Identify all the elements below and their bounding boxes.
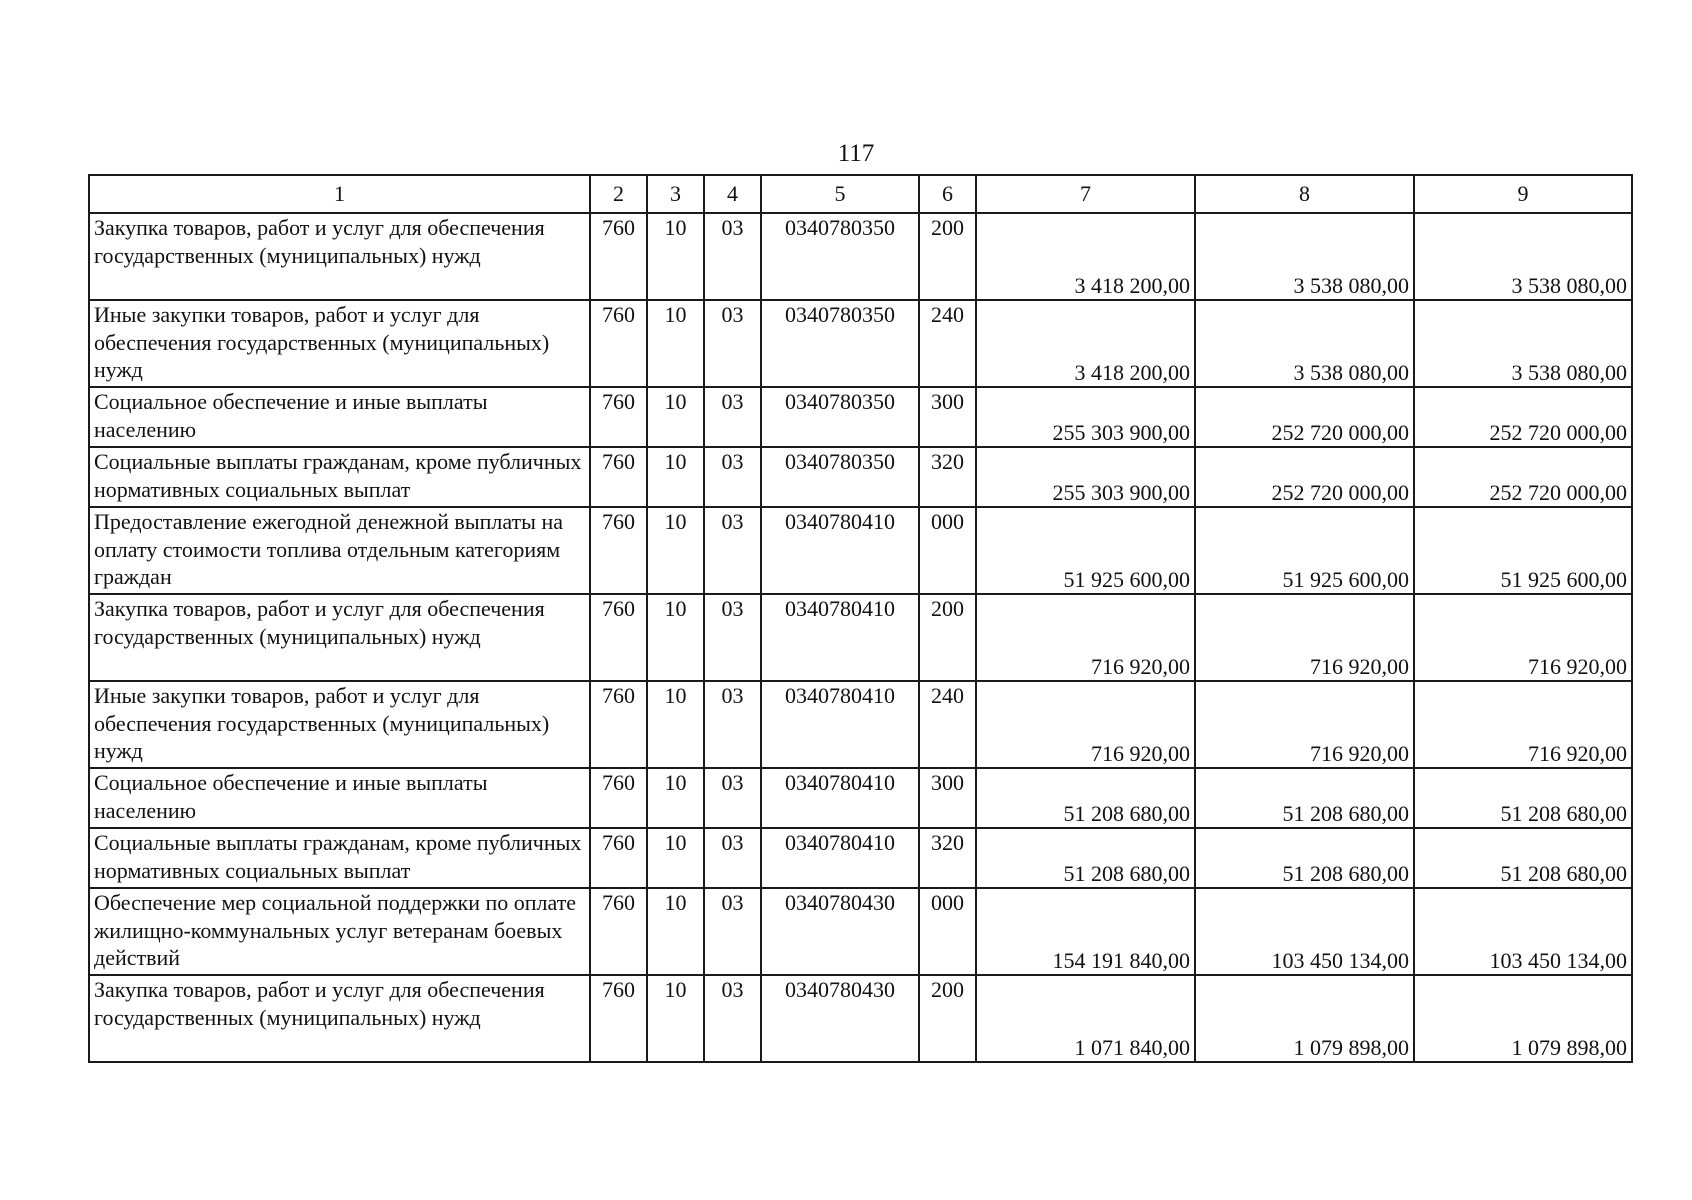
cell-target-article: 0340780430 xyxy=(761,975,919,1062)
cell-amount-col7: 51 208 680,00 xyxy=(976,828,1195,888)
row-description: Закупка товаров, работ и услуг для обеспечения государственных (муниципальных) нужд xyxy=(89,213,590,300)
cell-amount-col8: 51 208 680,00 xyxy=(1195,768,1414,828)
cell-expense-type: 320 xyxy=(919,828,976,888)
cell-amount-col9: 3 538 080,00 xyxy=(1414,300,1632,387)
cell-amount-col8: 716 920,00 xyxy=(1195,681,1414,768)
cell-expense-type: 000 xyxy=(919,507,976,594)
row-description: Социальные выплаты гражданам, кроме публичных нормативных социальных выплат xyxy=(89,828,590,888)
cell-amount-col7: 716 920,00 xyxy=(976,594,1195,681)
cell-amount-col8: 716 920,00 xyxy=(1195,594,1414,681)
cell-amount-col9: 51 208 680,00 xyxy=(1414,768,1632,828)
table-row xyxy=(89,768,1632,828)
row-description: Социальные выплаты гражданам, кроме публичных нормативных социальных выплат xyxy=(89,447,590,507)
cell-amount-col9: 252 720 000,00 xyxy=(1414,387,1632,447)
cell-amount-col8: 103 450 134,00 xyxy=(1195,888,1414,975)
cell-section: 10 xyxy=(647,594,704,681)
row-description: Предоставление ежегодной денежной выплаты на оплату стоимости топлива отдельным категориям граждан xyxy=(89,507,590,594)
cell-amount-col7: 255 303 900,00 xyxy=(976,447,1195,507)
column-header: 9 xyxy=(1414,175,1632,213)
table-row xyxy=(89,387,1632,447)
cell-amount-col7: 1 071 840,00 xyxy=(976,975,1195,1062)
cell-subsection: 03 xyxy=(704,387,761,447)
cell-target-article: 0340780410 xyxy=(761,594,919,681)
cell-ministry-code: 760 xyxy=(590,975,647,1062)
cell-target-article: 0340780410 xyxy=(761,681,919,768)
column-header: 3 xyxy=(647,175,704,213)
cell-ministry-code: 760 xyxy=(590,768,647,828)
column-header: 1 xyxy=(89,175,590,213)
row-description: Иные закупки товаров, работ и услуг для обеспечения государственных (муниципальных) нужд xyxy=(89,300,590,387)
column-header: 4 xyxy=(704,175,761,213)
cell-expense-type: 300 xyxy=(919,768,976,828)
cell-target-article: 0340780350 xyxy=(761,447,919,507)
table-row xyxy=(89,888,1632,975)
cell-expense-type: 200 xyxy=(919,594,976,681)
cell-target-article: 0340780350 xyxy=(761,387,919,447)
cell-target-article: 0340780350 xyxy=(761,213,919,300)
cell-subsection: 03 xyxy=(704,681,761,768)
cell-amount-col8: 252 720 000,00 xyxy=(1195,387,1414,447)
row-description: Иные закупки товаров, работ и услуг для обеспечения государственных (муниципальных) нужд xyxy=(89,681,590,768)
cell-ministry-code: 760 xyxy=(590,387,647,447)
row-description: Закупка товаров, работ и услуг для обеспечения государственных (муниципальных) нужд xyxy=(89,975,590,1062)
table-row xyxy=(89,507,1632,594)
cell-subsection: 03 xyxy=(704,213,761,300)
cell-amount-col7: 3 418 200,00 xyxy=(976,300,1195,387)
cell-section: 10 xyxy=(647,828,704,888)
table-header xyxy=(89,175,1632,213)
cell-expense-type: 000 xyxy=(919,888,976,975)
cell-section: 10 xyxy=(647,447,704,507)
header-row xyxy=(89,175,1632,213)
cell-expense-type: 240 xyxy=(919,300,976,387)
column-header: 5 xyxy=(761,175,919,213)
cell-target-article: 0340780410 xyxy=(761,828,919,888)
cell-subsection: 03 xyxy=(704,828,761,888)
column-header: 8 xyxy=(1195,175,1414,213)
row-description: Обеспечение мер социальной поддержки по оплате жилищно-коммунальных услуг ветеранам боевых действий xyxy=(89,888,590,975)
cell-ministry-code: 760 xyxy=(590,828,647,888)
cell-ministry-code: 760 xyxy=(590,507,647,594)
table-row xyxy=(89,447,1632,507)
cell-expense-type: 240 xyxy=(919,681,976,768)
cell-ministry-code: 760 xyxy=(590,888,647,975)
cell-amount-col7: 51 925 600,00 xyxy=(976,507,1195,594)
budget-table xyxy=(88,174,1633,1063)
cell-amount-col9: 51 925 600,00 xyxy=(1414,507,1632,594)
cell-amount-col9: 3 538 080,00 xyxy=(1414,213,1632,300)
cell-ministry-code: 760 xyxy=(590,681,647,768)
cell-target-article: 0340780410 xyxy=(761,768,919,828)
cell-target-article: 0340780350 xyxy=(761,300,919,387)
cell-subsection: 03 xyxy=(704,768,761,828)
table-row xyxy=(89,300,1632,387)
cell-amount-col8: 51 208 680,00 xyxy=(1195,828,1414,888)
table-row xyxy=(89,828,1632,888)
cell-amount-col8: 1 079 898,00 xyxy=(1195,975,1414,1062)
table-row xyxy=(89,213,1632,300)
cell-amount-col9: 252 720 000,00 xyxy=(1414,447,1632,507)
cell-target-article: 0340780410 xyxy=(761,507,919,594)
cell-section: 10 xyxy=(647,888,704,975)
cell-section: 10 xyxy=(647,507,704,594)
cell-ministry-code: 760 xyxy=(590,213,647,300)
cell-amount-col9: 716 920,00 xyxy=(1414,594,1632,681)
cell-section: 10 xyxy=(647,213,704,300)
cell-amount-col7: 255 303 900,00 xyxy=(976,387,1195,447)
table-body xyxy=(89,213,1632,1062)
cell-section: 10 xyxy=(647,975,704,1062)
row-description: Закупка товаров, работ и услуг для обеспечения государственных (муниципальных) нужд xyxy=(89,594,590,681)
cell-section: 10 xyxy=(647,768,704,828)
cell-amount-col7: 51 208 680,00 xyxy=(976,768,1195,828)
cell-expense-type: 320 xyxy=(919,447,976,507)
cell-ministry-code: 760 xyxy=(590,594,647,681)
cell-amount-col7: 716 920,00 xyxy=(976,681,1195,768)
cell-amount-col8: 252 720 000,00 xyxy=(1195,447,1414,507)
cell-subsection: 03 xyxy=(704,975,761,1062)
cell-expense-type: 300 xyxy=(919,387,976,447)
cell-subsection: 03 xyxy=(704,594,761,681)
table-row xyxy=(89,975,1632,1062)
row-description: Социальное обеспечение и иные выплаты населению xyxy=(89,387,590,447)
cell-target-article: 0340780430 xyxy=(761,888,919,975)
cell-amount-col7: 154 191 840,00 xyxy=(976,888,1195,975)
column-header: 6 xyxy=(919,175,976,213)
cell-amount-col8: 3 538 080,00 xyxy=(1195,300,1414,387)
cell-amount-col9: 1 079 898,00 xyxy=(1414,975,1632,1062)
cell-amount-col8: 51 925 600,00 xyxy=(1195,507,1414,594)
row-description: Социальное обеспечение и иные выплаты населению xyxy=(89,768,590,828)
cell-amount-col9: 716 920,00 xyxy=(1414,681,1632,768)
cell-section: 10 xyxy=(647,681,704,768)
column-header: 7 xyxy=(976,175,1195,213)
column-header: 2 xyxy=(590,175,647,213)
cell-amount-col9: 103 450 134,00 xyxy=(1414,888,1632,975)
cell-subsection: 03 xyxy=(704,888,761,975)
cell-amount-col7: 3 418 200,00 xyxy=(976,213,1195,300)
cell-section: 10 xyxy=(647,300,704,387)
table-row xyxy=(89,681,1632,768)
cell-section: 10 xyxy=(647,387,704,447)
cell-expense-type: 200 xyxy=(919,213,976,300)
cell-amount-col8: 3 538 080,00 xyxy=(1195,213,1414,300)
cell-subsection: 03 xyxy=(704,447,761,507)
cell-subsection: 03 xyxy=(704,507,761,594)
cell-ministry-code: 760 xyxy=(590,300,647,387)
cell-expense-type: 200 xyxy=(919,975,976,1062)
cell-ministry-code: 760 xyxy=(590,447,647,507)
page-number: 117 xyxy=(837,140,875,167)
table-row xyxy=(89,594,1632,681)
cell-subsection: 03 xyxy=(704,300,761,387)
cell-amount-col9: 51 208 680,00 xyxy=(1414,828,1632,888)
